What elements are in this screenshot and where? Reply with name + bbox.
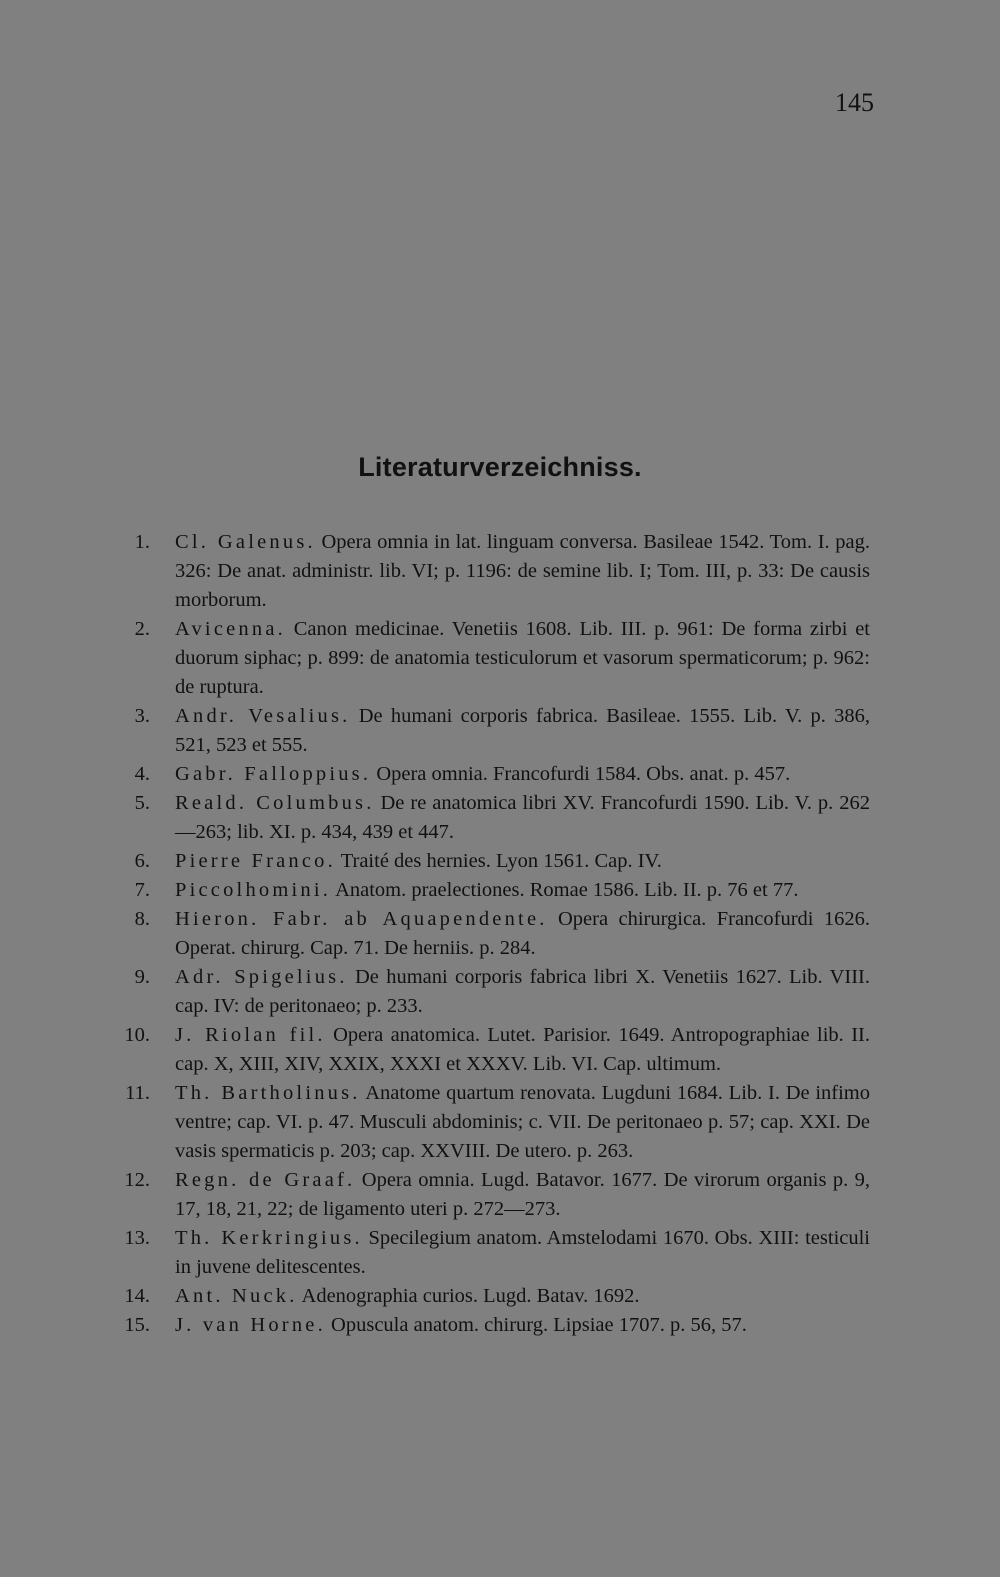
- reference-entry: [120, 615, 870, 702]
- reference-number: 8.: [134, 908, 150, 930]
- reference-text: Opera omnia. Francofurdi 1584. Obs. anat. p. 457.: [376, 763, 791, 785]
- reference-author: Andr. Vesalius.: [175, 705, 351, 727]
- reference-author: Ant. Nuck.: [175, 1285, 298, 1307]
- reference-entry: [120, 789, 870, 847]
- reference-number: 2.: [134, 618, 150, 640]
- reference-number: 5.: [134, 792, 150, 814]
- reference-text: Adenographia curios. Lugd. Batav. 1692.: [301, 1285, 640, 1307]
- reference-entry: [120, 1021, 870, 1079]
- reference-number: 14.: [124, 1285, 150, 1307]
- reference-author: Adr. Spigelius.: [175, 966, 348, 988]
- reference-text: Opera omnia in lat. linguam conversa. Basileae 1542. Tom. I. pag. 326: De anat. administr. lib. VI; p. 1196: de semine lib. I; Tom. III, p. 33: De causis morborum.: [175, 531, 870, 611]
- reference-author: Cl. Galenus.: [175, 531, 316, 553]
- reference-author: Hieron. Fabr. ab Aquapendente.: [175, 908, 548, 930]
- reference-text: De re anatomica libri XV. Francofurdi 1590. Lib. V. p. 262—263; lib. XI. p. 434, 439 et 447.: [175, 792, 870, 843]
- reference-entry: [120, 963, 870, 1021]
- reference-number: 7.: [134, 879, 150, 901]
- reference-entry: [120, 528, 870, 615]
- reference-text: De humani corporis fabrica. Basileae. 1555. Lib. V. p. 386, 521, 523 et 555.: [175, 705, 870, 756]
- reference-entry: [120, 876, 870, 905]
- reference-author: Reald. Columbus.: [175, 792, 375, 814]
- reference-entry: [120, 702, 870, 760]
- reference-number: 10.: [124, 1024, 150, 1046]
- reference-text: Opera omnia. Lugd. Batavor. 1677. De virorum organis p. 9, 17, 18, 21, 22; de ligamento uteri p. 272—273.: [175, 1169, 871, 1220]
- reference-number: 15.: [124, 1314, 150, 1336]
- page-title: Literaturverzeichniss.: [358, 452, 642, 482]
- reference-text: Opuscula anatom. chirurg. Lipsiae 1707. p. 56, 57.: [331, 1314, 747, 1336]
- reference-text: Traité des hernies. Lyon 1561. Cap. IV.: [340, 850, 662, 872]
- reference-number: 4.: [134, 763, 150, 785]
- reference-author: Regn. de Graaf.: [175, 1169, 356, 1191]
- reference-author: Th. Bartholinus.: [175, 1082, 361, 1104]
- reference-entry: [120, 760, 870, 789]
- page-number: 145: [835, 88, 874, 117]
- reference-text: Specilegium anatom. Amstelodami 1670. Obs. XIII: testiculi in juvene delitescentes.: [175, 1227, 871, 1278]
- reference-number: 3.: [134, 705, 150, 727]
- reference-entry: [120, 1166, 870, 1224]
- reference-text: Opera anatomica. Lutet. Parisior. 1649. Antropographiae lib. II. cap. X, XIII, XIV, XXIX, XXXI et XXXV. Lib. VI. Cap. ultimum.: [175, 1024, 870, 1075]
- reference-entry: [120, 1282, 870, 1311]
- reference-entry: [120, 1224, 870, 1282]
- reference-number: 11.: [125, 1082, 150, 1104]
- reference-entry: [120, 847, 870, 876]
- reference-author: Pierre Franco.: [175, 850, 336, 872]
- reference-list: [120, 528, 870, 1340]
- reference-author: J. van Horne.: [175, 1314, 326, 1336]
- reference-number: 13.: [124, 1227, 150, 1249]
- reference-text: Anatome quartum renovata. Lugduni 1684. Lib. I. De infimo ventre; cap. VI. p. 47. Musculi abdominis; c. VII. De peritonaeo p. 57; cap. XXI. De vasis spermaticis p. 203; cap. XXVIII. De utero. p. 263.: [175, 1082, 870, 1162]
- reference-author: Piccolhomini.: [175, 879, 332, 901]
- reference-text: De humani corporis fabrica libri X. Venetiis 1627. Lib. VIII. cap. IV: de peritonaeo; p. 233.: [175, 966, 870, 1017]
- reference-entry: [120, 1079, 870, 1166]
- reference-text: Canon medicinae. Venetiis 1608. Lib. III. p. 961: De forma zirbi et duorum siphac; p. 899: de anatomia testiculorum et vasorum spermaticorum; p. 962: de ruptura.: [175, 618, 870, 698]
- reference-text: Opera chirurgica. Francofurdi 1626. Operat. chirurg. Cap. 71. De herniis. p. 284.: [175, 908, 871, 959]
- reference-author: Th. Kerkringius.: [175, 1227, 363, 1249]
- reference-number: 6.: [134, 850, 150, 872]
- reference-entry: [120, 905, 870, 963]
- reference-number: 12.: [124, 1169, 150, 1191]
- reference-author: Avicenna.: [175, 618, 286, 640]
- reference-text: Anatom. praelectiones. Romae 1586. Lib. II. p. 76 et 77.: [335, 879, 799, 901]
- reference-number: 1.: [134, 531, 150, 553]
- reference-author: J. Riolan fil.: [175, 1024, 326, 1046]
- reference-author: Gabr. Falloppius.: [175, 763, 372, 785]
- reference-entry: [120, 1311, 870, 1340]
- reference-number: 9.: [134, 966, 150, 988]
